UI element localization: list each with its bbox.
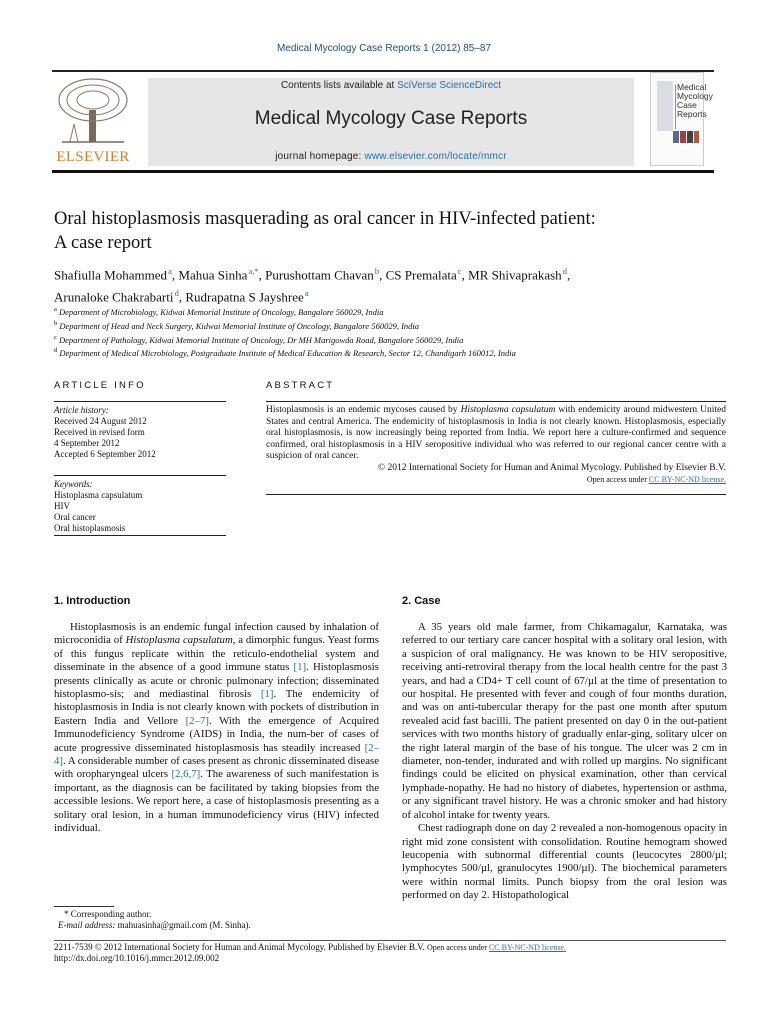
footer-divider (54, 940, 726, 941)
abstract-heading: ABSTRACT (266, 380, 335, 391)
affiliation: $^b$ Department of Head and Neck Surgery, Kidwai Memorial Institute of Oncology, Bangalore 560029, India (54, 319, 420, 331)
article-history: Article history: Received 24 August 2012 Received in revised form 4 September 2012 Accepted 6 September 2012 (54, 405, 156, 459)
open-access-note: Open access under CC BY-NC-ND license. (586, 475, 726, 484)
author-name: Purushottam Chavan (265, 267, 374, 283)
keyword: Oral histoplasmosis (54, 523, 126, 533)
abstract-text: Histoplasmosis is an endemic mycoses caused by Histoplasma capsulatum with endemicity around midwestern United States and central America. The endemicity of histoplasmosis in India is not clearly known. Histoplasmosis, especially oral histoplasmosis, is now increasingly being reported from India. We report here a culture-confirmed and sequence confirmed, oral histoplasmosis in a HIV seropositive individual who was referred to our regional cancer centre with a suspicion of oral cancer. © 2012 International Society for Human and Animal Mycology. Published by Elsevier B.V. Open access under CC BY-NC-ND license. (266, 405, 727, 484)
introduction-text: Histoplasmosis is an endemic fungal infection caused by inhalation of microconidia of Histoplasma capsulatum, a dimorphic fungus. Yeast forms of this fungus replicate within the reticulo-endothelial system and disseminate in the absence of a good immune status [1]. Histoplasmosis presents clinically as acute or chronic pulmonary infection; disseminated histoplasmo-sis; and mediastinal fibrosis [1]. The endemicity of histoplasmosis in India is not clearly known with pockets of distribution in Eastern India and Vellore [2–7]. With the emergence of Acquired Immunodeficiency Syndrome (AIDS) in India, the num-ber of cases of acute progressive disseminated histoplasmosis has steadily increased [2–4]. A considerable number of cases present as chronic disseminated disease with oropharyngeal ulcers [2,6,7]. The awareness of such manifestation is important, as the diagnosis can be facilitated by taking biopsies from the accessible lesions. We report here, a case of histoplasmosis presenting as a solitary oral lesion, in a human immunodeficiency virus (HIV) infected individual. (54, 621, 380, 835)
affiliation: $^d$ Department of Medical Microbiology, Postgraduate Institute of Medical Education & Research, Sector 12, Chandigarh 160012, India (54, 347, 516, 359)
license-link[interactable]: CC BY-NC-ND license. (648, 475, 726, 484)
page-footer: 2211-7539 © 2012 International Society for Human and Animal Mycology. Published by Elsevier B.V. Open access under CC BY-NC-ND license. http://dx.doi.org/10.1016/j.mmcr.2012.09.002 (54, 942, 726, 964)
journal-banner (148, 78, 634, 166)
keywords: Keywords: Histoplasma capsulatum HIV Oral cancer Oral histoplasmosis (54, 479, 226, 534)
journal-cover: Medical Mycology Case Reports (650, 72, 704, 166)
cover-images-icon (673, 131, 699, 143)
abstract-copyright: © 2012 International Society for Human and Animal Mycology. Published by Elsevier B.V. (377, 462, 726, 473)
elsevier-logo (52, 76, 134, 166)
affiliation: $^a$ Department of Microbiology, Kidwai Memorial Institute of Oncology, Bangalore 560029, India (54, 306, 384, 317)
reference-link[interactable]: [1] (293, 661, 307, 674)
affiliation-list (54, 304, 714, 359)
divider (54, 401, 226, 402)
author-name: Rudrapatna S Jayshree (185, 289, 304, 305)
header-bottom-divider (52, 170, 714, 173)
divider (54, 535, 226, 536)
author-name: Arunaloke Chakrabarti (54, 289, 174, 305)
license-link[interactable]: CC BY-NC-ND license. (488, 943, 567, 952)
reference-link[interactable]: [1] (260, 688, 274, 701)
article-info-heading: ARTICLE INFO (54, 380, 146, 391)
reference-link[interactable]: [2,6,7] (171, 768, 201, 781)
case-text: A 35 years old male farmer, from Chikamagalur, Karnataka, was referred to our tertiary care cancer hospital with a solitary oral lesion, with a suspicion of oral malignancy. He was known to be HIV seropositive, receiving anti-retroviral therapy from the local health centre for the past 3 years, and had a CD4+ T cell count of 67/µl at the time of presentation to our hospital. He presented with fever and cough of four months duration, and was on anti-tubercular therapy for the past one month after sputum revealed acid fast bacilli. The patient presented on day 0 in the out-patient services with two months history of gradually enlar-ging, solitary ulcer on the right lateral margin of the base of his tongue. The ulcer was 2 cm in diameter, non-tender, indurated and with rolled up margins. No significant findings could be elicited on physical examination, other than cervical lymphade-nopathy. He had no history of diabetes, hypertension or asthma, or any significant travel history. He was a chronic smoker and had history of alcohol intake for twenty years. Chest radiograph done on day 2 revealed a non-homogenous opacity in right mid zone consistent with consolidation. Routine hemogram showed leucopenia with subnormal differential counts (leucocytes 2800/µl; lymphocytes 500/µl, granulocytes 1900/µl). The biochemical parameters were within normal limits. Punch biopsy from the oral lesion was performed on day 2. Histopathological (402, 621, 727, 902)
reference-link[interactable]: [2–4] (54, 741, 379, 768)
contents-line: Contents lists available at SciVerse ScienceDirect (280, 80, 502, 91)
corresponding-author-footnote: * Corresponding author. E-mail address: mahuasinha@gmail.com (M. Sinha). (58, 909, 251, 930)
journal-title: Medical Mycology Case Reports (254, 108, 528, 129)
author-name: Shafiulla Mohammed (54, 267, 168, 283)
author-name: MR Shivaprakash (468, 267, 562, 283)
homepage-link[interactable]: www.elsevier.com/locate/mmcr (364, 151, 507, 162)
sciencedirect-link[interactable]: SciVerse ScienceDirect (397, 80, 502, 91)
author-list: Shafiulla Mohammed $^a$, Mahua Sinha $^{a,*}$, Purushottam Chavan $^b$, CS Premalata $^c$, MR Shivaprakash $^d$, Arunaloke Chakrabarti $^d$, Rudrapatna S Jayshree $^a$ (54, 266, 571, 305)
tree-icon (52, 76, 134, 148)
publisher-name: ELSEVIER (56, 149, 130, 165)
divider (54, 475, 226, 476)
email-link[interactable]: mahuasinha@gmail.com (M. Sinha). (115, 920, 251, 930)
divider (266, 401, 726, 402)
reference-link[interactable]: [2–7] (185, 714, 209, 727)
keyword: HIV (54, 501, 70, 511)
author-name: Mahua Sinha (178, 267, 248, 283)
article-title: Oral histoplasmosis masquerading as oral cancer in HIV-infected patient: A case report (54, 209, 596, 253)
affiliation: $^c$ Department of Pathology, Kidwai Memorial Institute of Oncology, Dr MH Marigowda Road, Bangalore 560029, India (54, 333, 464, 345)
keyword: Histoplasma capsulatum (54, 490, 143, 500)
header-divider (52, 70, 714, 72)
doi-link[interactable]: http://dx.doi.org/10.1016/j.mmcr.2012.09.002 (54, 953, 220, 963)
section-heading-case: 2. Case (402, 595, 441, 607)
author-name: CS Premalata (385, 267, 457, 283)
homepage-line: journal homepage: www.elsevier.com/locate/mmcr (275, 151, 507, 162)
footnote-divider (54, 906, 114, 907)
journal-citation: Medical Mycology Case Reports 1 (2012) 85–87 (277, 43, 491, 54)
cover-strip-icon (657, 81, 673, 131)
keyword: Oral cancer (54, 512, 96, 522)
divider (266, 494, 726, 495)
section-heading-introduction: 1. Introduction (54, 595, 131, 607)
